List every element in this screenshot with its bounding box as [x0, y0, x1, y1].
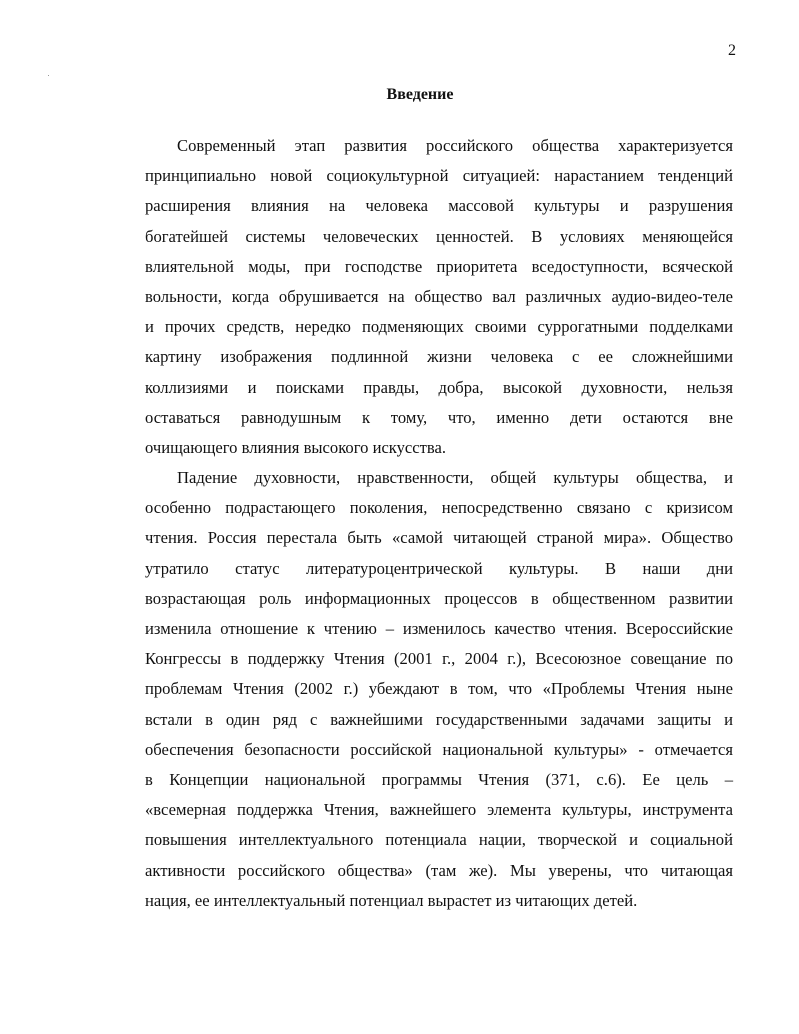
text-line: встали в один ряд с важнейшими государственными задачами защиты и [145, 709, 733, 729]
paragraph-2 [145, 463, 733, 916]
body-text [145, 131, 733, 916]
text-line: и прочих средств, нередко подменяющих своими суррогатными подделками [145, 317, 733, 337]
text-line: очищающего влияния высокого искусства. [145, 437, 447, 457]
text-line: активности российского общества» (там же). Мы уверены, что читающая [145, 860, 733, 880]
text-line: повышения интеллектуального потенциала нации, творческой и социальной [145, 830, 733, 850]
text-line: возрастающая роль информационных процессов в общественном развитии [145, 588, 733, 608]
text-line: изменила отношение к чтению – изменилось качество чтения. Всероссийские [145, 619, 733, 638]
text-line: нация, ее интеллектуальный потенциал вырастет из читающих детей. [145, 890, 638, 910]
text-line: расширения влияния на человека массовой культуры и разрушения [145, 196, 733, 216]
text-line: Падение духовности, нравственности, общей культуры общества, и [177, 468, 733, 488]
text-line: особенно подрастающего поколения, непосредственно связано с кризисом [145, 498, 733, 518]
text-line: принципиально новой социокультурной ситуацией: нарастанием тенденций [145, 166, 733, 186]
text-line: утратило статус литературоцентрической культуры. В наши дни [145, 558, 733, 578]
section-title: Введение [386, 86, 454, 103]
text-line: Конгрессы в поддержку Чтения (2001 г., 2004 г.), Всесоюзное совещание по [145, 649, 733, 669]
text-line: вольности, когда обрушивается на общество вал различных аудио-видео-теле [145, 286, 733, 306]
text-line: влиятельной моды, при господстве приоритета вседоступности, всяческой [145, 256, 733, 276]
text-line: оставаться равнодушным к тому, что, именно дети остаются вне [145, 407, 733, 427]
text-line: в Концепции национальной программы Чтения (371, с.6). Ее цель – [145, 769, 733, 789]
text-line: картину изображения подлинной жизни человека с ее сложнейшими [145, 347, 733, 367]
text-line: коллизиями и поисками правды, добра, высокой духовности, нельзя [145, 377, 733, 397]
scan-speck [48, 75, 49, 76]
text-line: «всемерная поддержка Чтения, важнейшего элемента культуры, инструмента [145, 800, 733, 820]
text-line: обеспечения безопасности российской национальной культуры» - отмечается [145, 739, 733, 759]
text-line: Современный этап развития российского общества характеризуется [177, 136, 733, 155]
paragraph-1 [145, 131, 733, 463]
text-line: богатейшей системы человеческих ценностей. В условиях меняющейся [145, 226, 733, 246]
text-line: проблемам Чтения (2002 г.) убеждают в том, что «Проблемы Чтения ныне [145, 679, 733, 699]
text-line: чтения. Россия перестала быть «самой читающей страной мира». Общество [145, 528, 733, 548]
page-number: 2 [728, 42, 736, 59]
